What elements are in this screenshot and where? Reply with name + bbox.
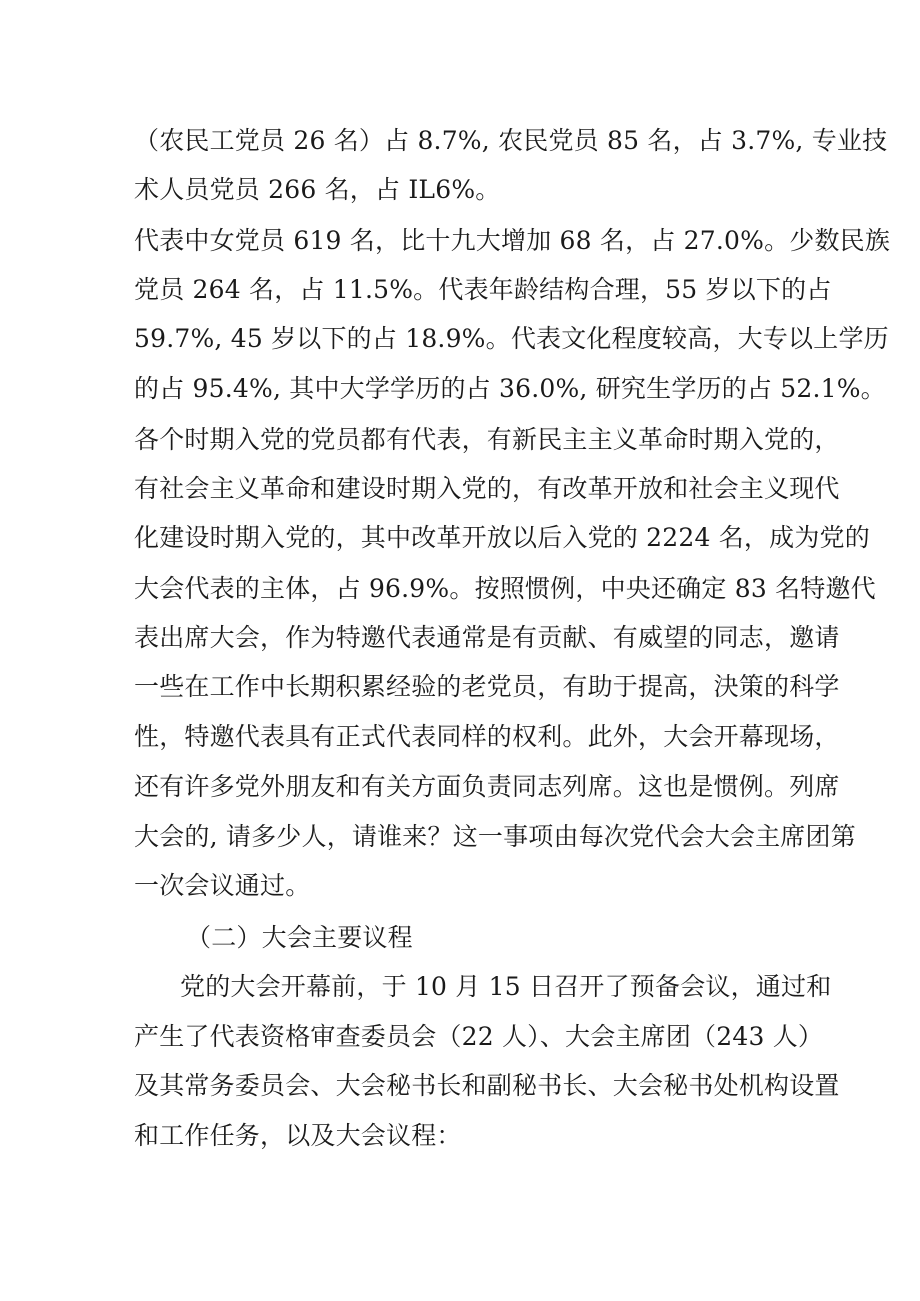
text-line: 党员 264 名，占 11.5%。代表年龄结构合理，55 岁以下的占	[134, 275, 832, 304]
text-line: （农民工党员 26 名）占 8.7%, 农民党员 85 名，占 3.7%, 专业技	[134, 126, 888, 155]
text-line: 各个时期入党的党员都有代表，有新民主主义革命时期入党的，	[134, 425, 840, 454]
text-line: 化建设时期入党的，其中改革开放以后入党的 2224 名，成为党的	[134, 523, 870, 552]
text-line: 的占 95.4%, 其中大学学历的占 36.0%, 研究生学历的占 52.1%。	[134, 374, 886, 403]
text-line: 和工作任务，以及大会议程：	[134, 1121, 462, 1150]
text-line: 代表中女党员 619 名，比十九大增加 68 名，占 27.0%。少数民族	[134, 226, 891, 255]
text-line: 党的大会开幕前，于 10 月 15 日召开了预备会议，通过和	[180, 972, 832, 1001]
text-line: 有社会主义革命和建设时期入党的，有改革开放和社会主义现代	[134, 474, 840, 503]
text-line: 产生了代表资格审查委员会（22 人）、大会主席团（243 人）	[134, 1022, 824, 1051]
text-line: 59.7%, 45 岁以下的占 18.9%。代表文化程度较高，大专以上学历	[134, 324, 889, 353]
text-line: 性，特邀代表具有正式代表同样的权利。此外，大会开幕现场，	[134, 722, 840, 751]
text-line: 及其常务委员会、大会秘书长和副秘书长、大会秘书处机构设置	[134, 1071, 840, 1100]
text-line: 术人员党员 266 名，占 IL6%。	[134, 175, 501, 204]
text-line: 一些在工作中长期积累经验的老党员，有助于提高，決策的科学	[134, 672, 840, 701]
text-line: 大会代表的主体，占 96.9%。按照惯例，中央还确定 83 名特邀代	[134, 574, 876, 603]
section-heading: （二）大会主要议程	[186, 923, 413, 952]
text-line: 大会的, 请多少人，请谁来？这一事项由每次党代会大会主席团第	[134, 822, 856, 851]
text-line: 还有许多党外朋友和有关方面负责同志列席。这也是惯例。列席	[134, 772, 840, 801]
text-line: 一次会议通过。	[134, 871, 311, 900]
text-line: 表出席大会，作为特邀代表通常是有贡献、有威望的同志，邀请	[134, 623, 840, 652]
